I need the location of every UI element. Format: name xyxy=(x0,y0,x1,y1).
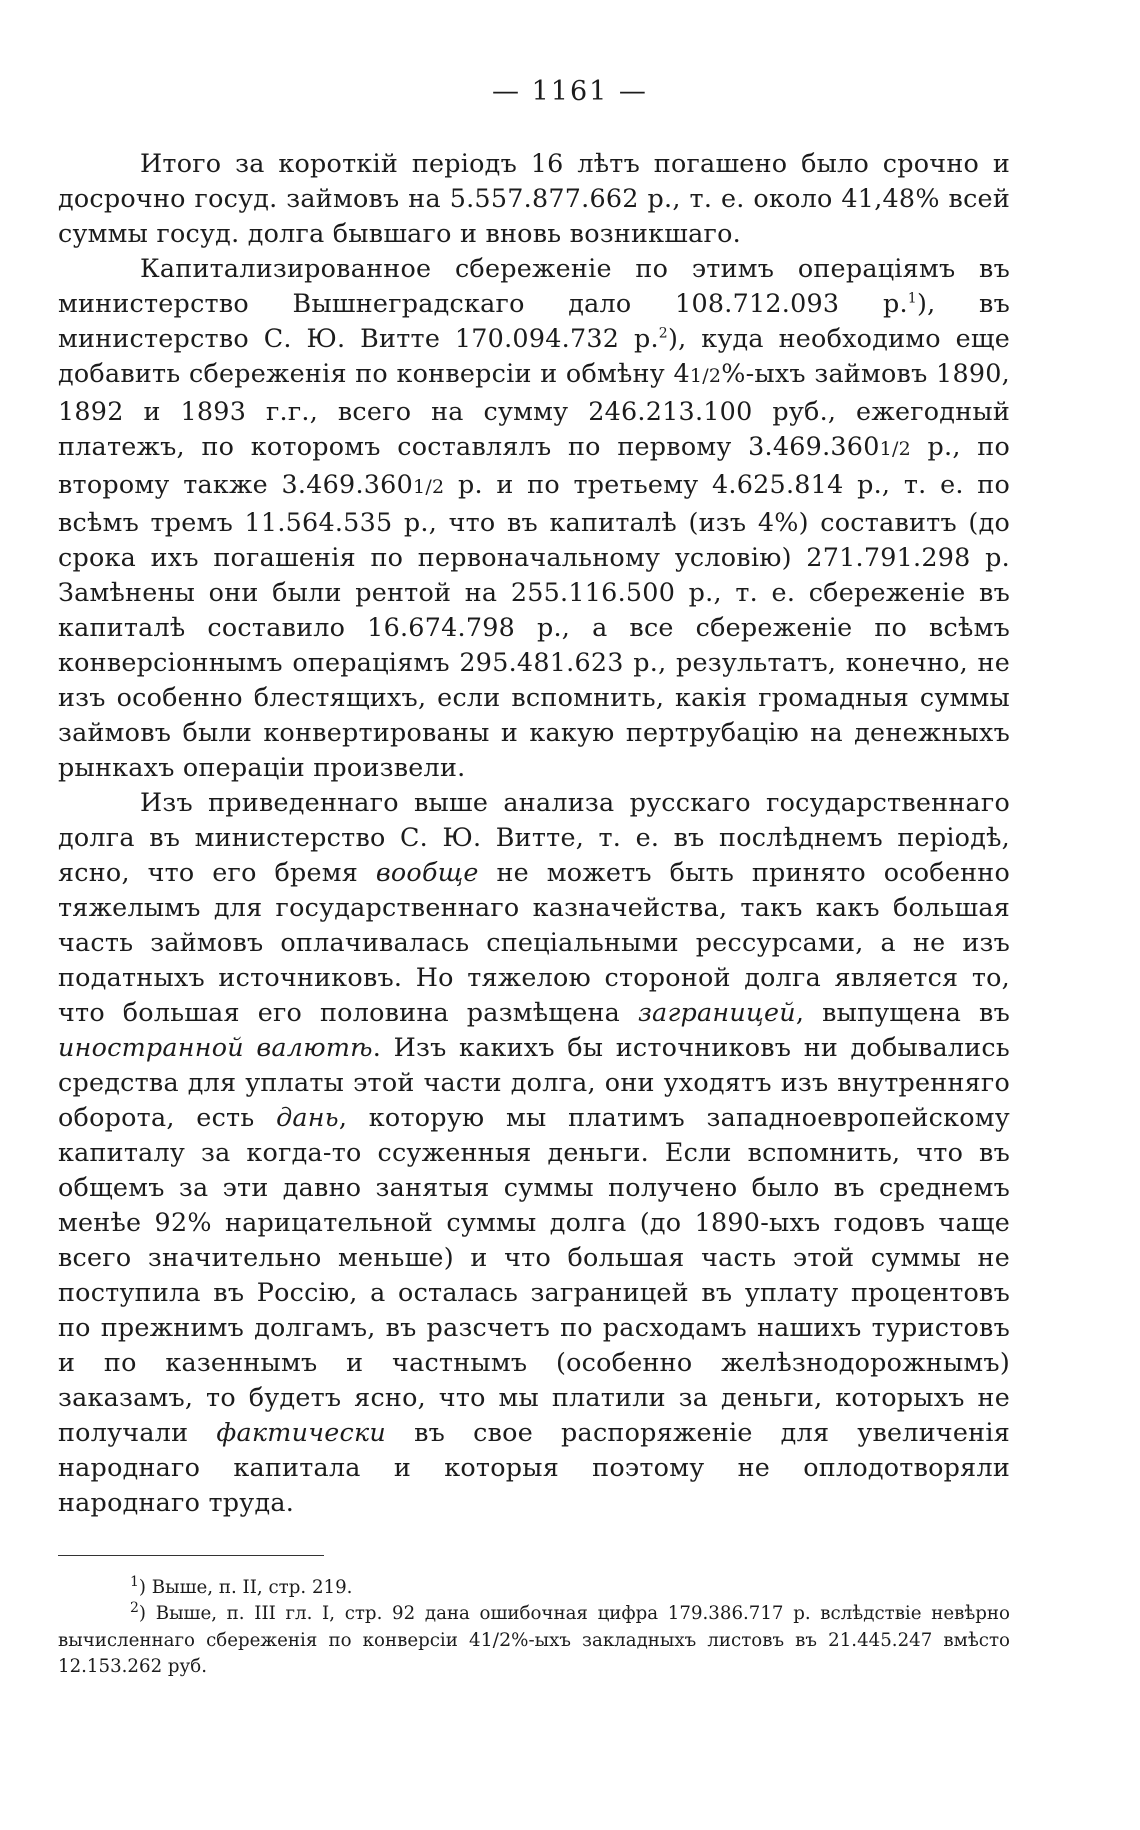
footnote-2 xyxy=(58,1601,1010,1680)
footnote-mark-1: 1 xyxy=(130,1573,139,1590)
emphasis-valyute: иностранной валютѣ xyxy=(58,1032,373,1062)
emphasis-zagranitsey: заграницей xyxy=(637,997,796,1027)
footnote-ref-1[interactable]: 1 xyxy=(907,290,917,307)
p2-text-c: ), куда необходимо еще добавить сбереженія по конверсіи и обмѣну 4 xyxy=(58,323,1010,388)
p3-text-c: , выпущена въ xyxy=(795,997,1010,1027)
footnote-1 xyxy=(58,1575,1010,1601)
footnote-1-text: ) Выше, п. II, стр. 219. xyxy=(138,1577,353,1598)
footnote-2-text-b: %-ыхъ закладныхъ листовъ въ 21.445.247 вмѣсто 12.153.262 руб. xyxy=(58,1630,1010,1677)
page-number: — 1161 — xyxy=(492,76,648,107)
p2-text-b: ), въ министерство С. Ю. Витте 170.094.732 р. xyxy=(58,288,1011,353)
footnote-2-text-a: ) Выше, п. III гл. I, стр. 92 дана ошибочная цифра 179.386.717 р. вслѣдствіе невѣрно вычисленнаго сбереженія по конверсіи 4 xyxy=(58,1603,1010,1651)
p2-text-e: р., по второму также 3.469.360 xyxy=(58,431,1010,499)
p2-text-f: р. и по третьему 4.625.814 р., т. е. по всѣмъ тремъ 11.564.535 р., что въ капиталѣ (изъ 4%) составитъ (до срока ихъ погашенія по первоначальному условію) 271.791.298 р. Замѣнены они были рентой на 255.116.500 р., т. е. сбереженіе въ капиталѣ составило 16.674.798 р., а все сбереженіе по всѣмъ конверсіоннымъ операціямъ 295.481.623 р., результатъ, конечно, не изъ особенно блестящихъ, если вспомнить, какія громадныя суммы займовъ были конвертированы и какую пертрубацію на денежныхъ рынкахъ операціи произвели. xyxy=(58,469,1010,782)
p2-text-a: Капитализированное сбереженіе по этимъ операціямъ въ министерство Вышнеградскаго дало 108.712.093 р. xyxy=(58,253,1010,318)
paragraph-2 xyxy=(58,251,1010,785)
emphasis-dan: дань xyxy=(276,1102,339,1132)
fraction-half: 1/2 xyxy=(879,438,911,460)
footnote-mark-2: 2 xyxy=(130,1599,139,1616)
p3-text-b: не можетъ быть принято особенно тяжелымъ для государственнаго казначейства, такъ какъ большая часть займовъ оплачивалась спеціальными рессурсами, а не изъ податныхъ источниковъ. Но тяжелою стороной долга является то, что большая его половина размѣщена xyxy=(58,857,1010,1027)
p3-text-a: Изъ приведеннаго выше анализа русскаго государственнаго долга въ министерство С. Ю. Витте, т. е. въ послѣднемъ періодѣ, ясно, что его бремя xyxy=(58,787,1010,887)
paragraph-3 xyxy=(58,785,1010,1520)
p2-text-d: %-ыхъ займовъ 1890, 1892 и 1893 г.г., всего на сумму 246.213.100 руб., ежегодный платежъ, по которомъ составлялъ по первому 3.469.360 xyxy=(58,358,1010,461)
fraction-half: 1/2 xyxy=(413,476,445,498)
footnote-ref-2[interactable]: 2 xyxy=(658,325,668,342)
fraction-half: 1/2 xyxy=(689,365,722,387)
p3-text-d: . Изъ какихъ бы источниковъ ни добывались средства для уплаты этой части долга, они уходятъ изъ внутренняго оборота, есть xyxy=(58,1032,1010,1132)
p3-text-f: въ свое распоряженіе для увеличенія народнаго капитала и которыя поэтому не оплодотворяли народнаго труда. xyxy=(58,1417,1010,1517)
emphasis-fakticheski: фактически xyxy=(216,1417,387,1447)
main-text xyxy=(58,146,1010,1520)
paragraph-1: Итого за короткій періодъ 16 лѣтъ погашено было срочно и досрочно госуд. займовъ на 5.557.877.662 р., т. е. около 41,48% всей суммы госуд. долга бывшаго и вновь возникшаго. xyxy=(58,148,1010,248)
p3-text-e: , которую мы платимъ западноевропейскому капиталу за когда-то ссуженныя деньги. Если вспомнить, что въ общемъ за эти давно занятыя суммы получено было въ среднемъ менѣе 92% нарицательной суммы долга (до 1890-ыхъ годовъ чаще всего значительно меньше) и что большая часть этой суммы не поступила въ Россію, а осталась заграницей въ уплату процентовъ по прежнимъ долгамъ, въ разсчетъ по расходамъ нашихъ туристовъ и по казеннымъ и частнымъ (особенно желѣзнодорожнымъ) заказамъ, то будетъ ясно, что мы платили за деньги, которыхъ не получали xyxy=(58,1102,1010,1447)
fraction-half: 1/2 xyxy=(480,1629,512,1651)
footnote-divider xyxy=(58,1555,324,1556)
footnotes xyxy=(58,1575,1010,1680)
emphasis-vobshche: вообще xyxy=(375,857,479,887)
